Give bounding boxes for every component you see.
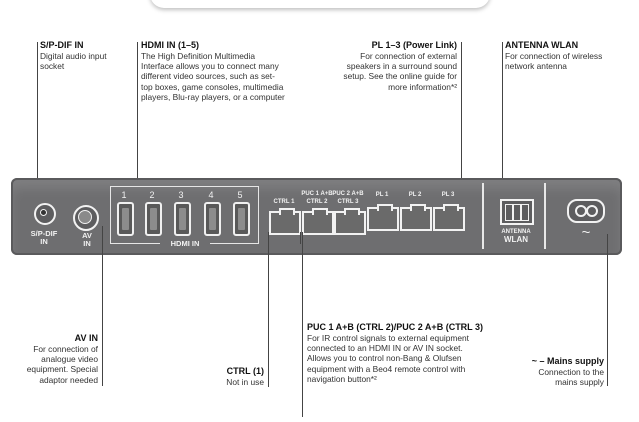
hdmi-number-3: 3 bbox=[178, 190, 184, 200]
pl2-port bbox=[400, 207, 432, 231]
label-spdif-desc-2: socket bbox=[40, 61, 65, 72]
pl1-port bbox=[367, 207, 399, 231]
puc2-panel-label-1: PUC 2 A+B bbox=[332, 191, 364, 197]
puc1-port bbox=[302, 211, 334, 235]
pl1-panel-label: PL 1 bbox=[375, 192, 389, 198]
puc1-panel-label-2: CTRL 2 bbox=[306, 199, 328, 205]
label-pl-desc-4: more information*² bbox=[388, 81, 457, 92]
mains-symbol: ~ bbox=[581, 224, 591, 241]
label-puc-desc-5: navigation button*² bbox=[307, 373, 377, 384]
av-in-panel-label-2: IN bbox=[83, 239, 91, 248]
label-hdmi-desc-5: players, Blu-ray players, or a computer bbox=[141, 91, 285, 102]
label-pl-desc-1: For connection of external bbox=[360, 51, 457, 61]
label-hdmi-desc-2: Interface allows you to connect many bbox=[141, 61, 279, 72]
label-mains-desc-2: mains supply bbox=[555, 377, 604, 388]
leader-avin bbox=[102, 226, 103, 386]
label-antenna-desc-2: network antenna bbox=[505, 61, 567, 72]
ctrl1-port bbox=[269, 211, 301, 235]
label-antenna bbox=[505, 40, 635, 71]
hdmi-number-4: 4 bbox=[208, 190, 214, 200]
antenna-panel-label bbox=[493, 228, 539, 244]
label-avin-desc-1: For connection of bbox=[33, 344, 98, 354]
hdmi-port-5 bbox=[233, 202, 250, 236]
puc2-port bbox=[334, 211, 366, 235]
separator-left bbox=[482, 183, 484, 249]
label-mains-title: ~ – Mains supply bbox=[531, 356, 604, 366]
label-hdmi-desc-3: different video sources, such as set- bbox=[141, 71, 275, 82]
label-spdif-title: S/P-DIF IN bbox=[40, 40, 84, 50]
label-pl-desc-3: setup. See the online guide for bbox=[343, 71, 457, 82]
label-hdmi bbox=[141, 40, 321, 102]
spdif-socket-center bbox=[40, 209, 47, 216]
label-mains-desc-1: Connection to the bbox=[538, 367, 604, 377]
leader-puc-2 bbox=[300, 232, 301, 244]
antenna-wlan-connector bbox=[500, 199, 534, 225]
label-puc bbox=[307, 322, 527, 384]
label-hdmi-desc-1: The High Definition Multimedia bbox=[141, 51, 256, 61]
label-mains bbox=[505, 356, 604, 387]
hdmi-port-4 bbox=[204, 202, 221, 236]
puc1-panel-label-1: PUC 1 A+B bbox=[301, 191, 333, 197]
hdmi-number-5: 5 bbox=[237, 190, 243, 200]
label-avin-title: AV IN bbox=[74, 333, 98, 343]
av-in-socket-inner bbox=[78, 210, 92, 224]
label-hdmi-desc-4: top boxes, game consoles, multimedia bbox=[141, 81, 284, 92]
label-hdmi-title: HDMI IN (1–5) bbox=[141, 40, 200, 50]
leader-antenna bbox=[502, 42, 503, 200]
leader-spdif bbox=[37, 42, 38, 199]
label-pl-desc-2: speakers in a surround sound bbox=[346, 61, 457, 72]
label-avin bbox=[2, 333, 98, 385]
label-avin-desc-3: equipment. Special bbox=[26, 364, 98, 375]
label-puc-desc-2: connected to an HDMI IN or AV IN socket. bbox=[307, 343, 463, 354]
leader-ctrl bbox=[268, 232, 269, 387]
label-spdif-desc-1: Digital audio input bbox=[40, 51, 107, 61]
label-antenna-title: ANTENNA WLAN bbox=[505, 40, 579, 50]
product-outline-top bbox=[150, 0, 490, 8]
pl2-panel-label: PL 2 bbox=[408, 192, 422, 198]
av-in-panel-label-1: AV bbox=[82, 231, 92, 240]
label-ctrl-desc-1: Not in use bbox=[226, 377, 264, 387]
label-avin-desc-2: analogue video bbox=[41, 354, 98, 365]
label-antenna-desc-1: For connection of wireless bbox=[505, 51, 603, 61]
pl3-port bbox=[433, 207, 465, 231]
ctrl1-panel-label: CTRL 1 bbox=[273, 199, 295, 205]
hdmi-port-1 bbox=[117, 202, 134, 236]
hdmi-port-3 bbox=[174, 202, 191, 236]
spdif-panel-label-1: S/P-DIF bbox=[30, 229, 58, 238]
leader-mains bbox=[607, 234, 608, 386]
pl3-panel-label: PL 3 bbox=[441, 192, 455, 198]
antenna-panel-label-1: ANTENNA bbox=[501, 229, 531, 235]
separator-right bbox=[544, 183, 546, 249]
label-ctrl-title: CTRL (1) bbox=[226, 366, 264, 376]
label-puc-title: PUC 1 A+B (CTRL 2)/PUC 2 A+B (CTRL 3) bbox=[307, 322, 484, 332]
hdmi-port-2 bbox=[145, 202, 162, 236]
label-puc-desc-4: equipment with a Beo4 remote control with bbox=[307, 363, 466, 374]
mains-socket bbox=[567, 199, 605, 223]
leader-hdmi bbox=[137, 42, 138, 187]
puc2-panel-label-2: CTRL 3 bbox=[337, 199, 359, 205]
label-pl-title: PL 1–3 (Power Link) bbox=[371, 40, 457, 50]
label-puc-desc-1: For IR control signals to external equipment bbox=[307, 333, 469, 343]
label-avin-desc-4: adaptor needed bbox=[39, 374, 98, 385]
hdmi-number-2: 2 bbox=[149, 190, 155, 200]
label-puc-desc-3: Allows you to control non-Bang & Olufsen bbox=[307, 353, 462, 364]
puc2-panel-label bbox=[329, 190, 367, 206]
spdif-panel-label-2: IN bbox=[40, 237, 48, 246]
antenna-panel-label-2: WLAN bbox=[504, 235, 528, 244]
label-spdif bbox=[40, 40, 140, 71]
label-ctrl bbox=[190, 366, 264, 387]
hdmi-panel-label: HDMI IN bbox=[160, 240, 210, 248]
label-pl bbox=[303, 40, 457, 92]
av-in-panel-label bbox=[70, 232, 104, 248]
spdif-panel-label bbox=[22, 230, 66, 246]
hdmi-number-1: 1 bbox=[121, 190, 127, 200]
leader-puc-1 bbox=[302, 232, 303, 417]
